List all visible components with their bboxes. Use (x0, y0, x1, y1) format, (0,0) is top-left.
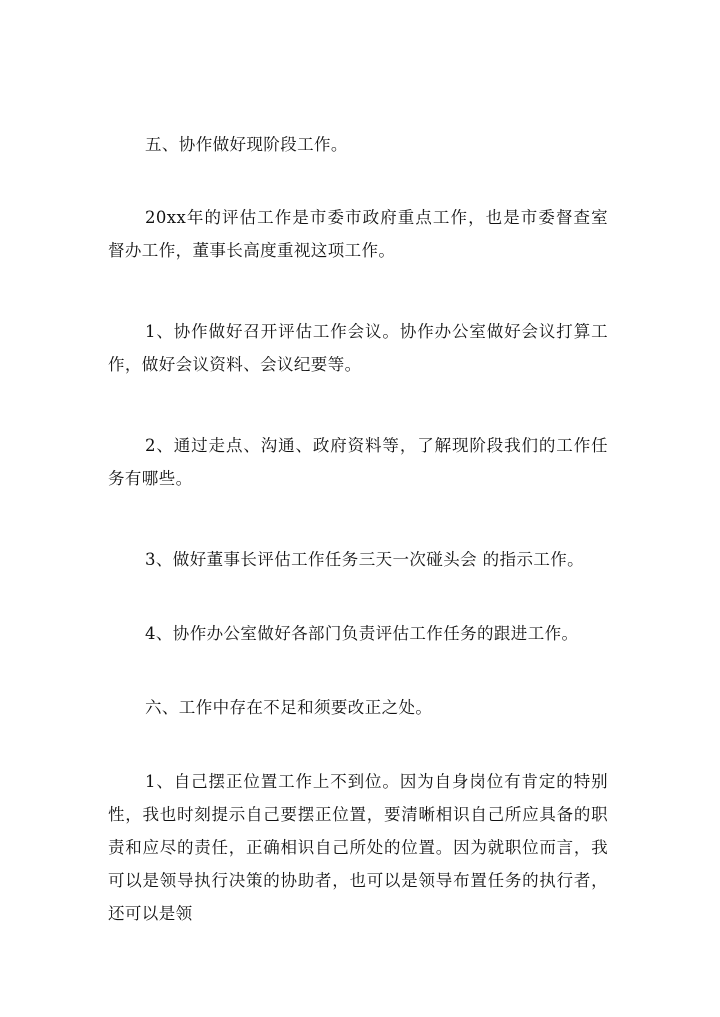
section-heading-six: 六、工作中存在不足和须要改正之处。 (145, 698, 433, 717)
paragraph-intro: 20xx年的评估工作是市委市政府重点工作，也是市委督查室督办工作，董事长高度重视这项工作。 (108, 208, 608, 260)
list-item-2: 2、通过走点、沟通、政府资料等，了解现阶段我们的工作任务有哪些。 (108, 436, 608, 488)
list-item-3: 3、做好董事长评估工作任务三天一次碰头会 的指示工作。 (145, 550, 585, 569)
list-item-1: 1、协作做好召开评估工作会议。协作办公室做好会议打算工作，做好会议资料、会议纪要等。 (108, 322, 608, 374)
list-item-4: 4、协作办公室做好各部门负责评估工作任务的跟进工作。 (145, 624, 579, 643)
paragraph-section6-item1: 1、自己摆正位置工作上不到位。因为自身岗位有肯定的特别性，我也时刻提示自己要摆正位置，要清晰相识自己所应具备的职责和应尽的责任，正确相识自己所处的位置。因为就职位而言，我可以是领导执行决策的协助者，也可以是领导布置任务的执行者，还可以是领 (108, 772, 608, 923)
section-heading-five: 五、协作做好现阶段工作。 (145, 135, 348, 154)
